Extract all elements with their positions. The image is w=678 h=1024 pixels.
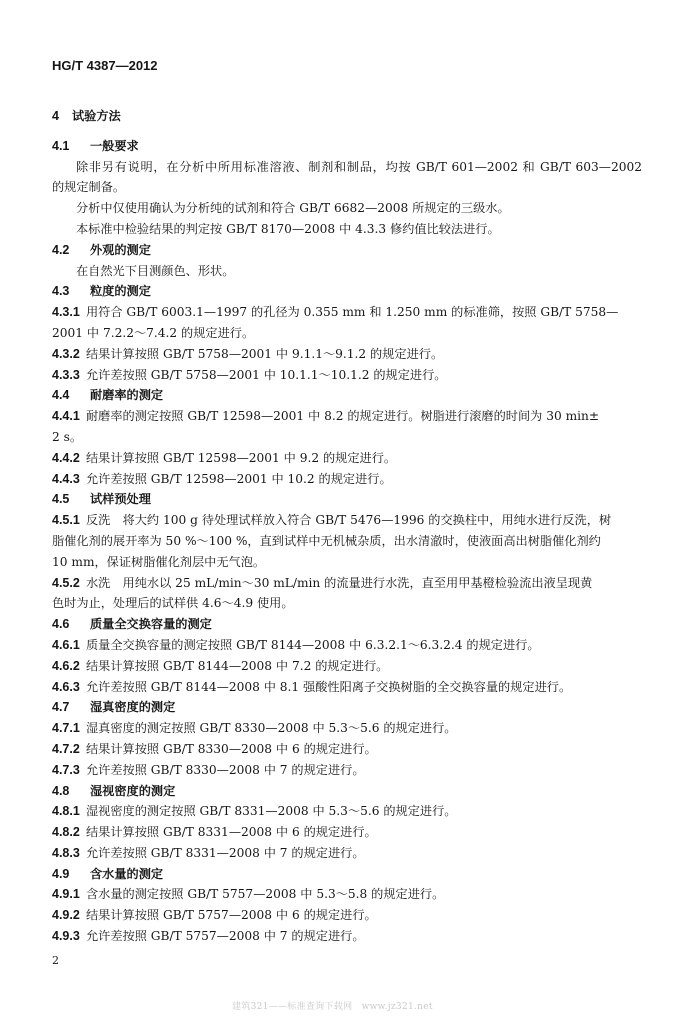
subsection-heading: 4.6 质量全交换容量的测定: [52, 617, 212, 632]
clause-line: 4.9.1 含水量的测定按照 GB/T 5757—2008 中 5.3～5.8 的规定进行。: [52, 887, 445, 902]
clause-line: 4.4.3 允许差按照 GB/T 12598—2001 中 10.2 的规定进行。: [52, 471, 392, 486]
clause-line: 4.9.3 允许差按照 GB/T 5757—2008 中 7 的规定进行。: [52, 929, 365, 944]
clause-line: 4.8.3 允许差按照 GB/T 8331—2008 中 7 的规定进行。: [52, 845, 365, 860]
clause-line: 4.7.3 允许差按照 GB/T 8330—2008 中 7 的规定进行。: [52, 762, 365, 777]
document-body: [52, 97, 642, 947]
paragraph-line: 的规定制备。: [52, 180, 126, 195]
clause-line: 4.7.1 湿真密度的测定按照 GB/T 8330—2008 中 5.3～5.6 的规定进行。: [52, 721, 457, 736]
section-heading: 4 试验方法: [52, 109, 121, 123]
subsection-heading: 4.1 一般要求: [52, 138, 139, 153]
clause-line: 4.6.1 质量全交换容量的测定按照 GB/T 8144—2008 中 6.3.2.1～6.3.2.4 的规定进行。: [52, 637, 540, 652]
clause-line: 4.6.2 结果计算按照 GB/T 8144—2008 中 7.2 的规定进行。: [52, 658, 389, 673]
paragraph-line: 分析中仅使用确认为分析纯的试剂和符合 GB/T 6682—2008 所规定的三级水。: [76, 201, 510, 216]
clause-line: 4.8.2 结果计算按照 GB/T 8331—2008 中 6 的规定进行。: [52, 825, 377, 840]
paragraph-line: 本标准中检验结果的判定按 GB/T 8170—2008 中 4.3.3 修约值比较法进行。: [76, 221, 500, 236]
subsection-heading: 4.8 湿视密度的测定: [52, 783, 176, 798]
clause-line: 4.4.2 结果计算按照 GB/T 12598—2001 中 9.2 的规定进行。: [52, 450, 397, 465]
clause-line: 4.9.2 结果计算按照 GB/T 5757—2008 中 6 的规定进行。: [52, 908, 377, 923]
standard-code-header: HG/T 4387—2012: [52, 58, 158, 73]
paragraph-line: 在自然光下目测颜色、形状。: [76, 263, 235, 278]
clause-line: 4.5.2 水洗 用纯水以 25 mL/min～30 mL/min 的流量进行水洗，直至用甲基橙检验流出液呈现黄: [52, 575, 593, 590]
clause-continuation: 2 s。: [52, 429, 83, 444]
clause-line: 4.5.1 反洗 将大约 100 g 待处理试样放入符合 GB/T 5476—1996 的交换柱中，用纯水进行反洗，树: [52, 513, 612, 528]
clause-line: 4.4.1 耐磨率的测定按照 GB/T 12598—2001 中 8.2 的规定进行。树脂进行滚磨的时间为 30 min±: [52, 409, 600, 424]
clause-line: 4.3.1 用符合 GB/T 6003.1—1997 的孔径为 0.355 mm 和 1.250 mm 的标准筛，按照 GB/T 5758—: [52, 305, 619, 320]
clause-line: 4.7.2 结果计算按照 GB/T 8330—2008 中 6 的规定进行。: [52, 741, 377, 756]
website-watermark: 建筑321——标准查询下载网 www.jz321.net: [232, 1002, 433, 1012]
page-number: 2: [52, 954, 59, 967]
clause-continuation: 10 mm，保证树脂催化剂层中无气泡。: [52, 554, 266, 569]
subsection-heading: 4.7 湿真密度的测定: [52, 700, 176, 715]
clause-continuation: 色时为止，处理后的试样供 4.6～4.9 使用。: [52, 596, 294, 611]
subsection-heading: 4.4 耐磨率的测定: [52, 388, 164, 403]
subsection-heading: 4.5 试样预处理: [52, 492, 151, 507]
clause-line: 4.3.2 结果计算按照 GB/T 5758—2001 中 9.1.1～9.1.2 的规定进行。: [52, 346, 444, 361]
clause-continuation: 2001 中 7.2.2～7.4.2 的规定进行。: [52, 325, 255, 340]
clause-line: 4.8.1 湿视密度的测定按照 GB/T 8331—2008 中 5.3～5.6 的规定进行。: [52, 804, 457, 819]
subsection-heading: 4.2 外观的测定: [52, 242, 151, 257]
subsection-heading: 4.3 粒度的测定: [52, 284, 151, 299]
clause-continuation: 脂催化剂的展开率为 50 %～100 %，直到试样中无机械杂质，出水清澈时，使液面高出树脂催化剂约: [52, 533, 601, 548]
clause-line: 4.3.3 允许差按照 GB/T 5758—2001 中 10.1.1～10.1.2 的规定进行。: [52, 367, 447, 382]
subsection-heading: 4.9 含水量的测定: [52, 866, 164, 881]
clause-line: 4.6.3 允许差按照 GB/T 8144—2008 中 8.1 强酸性阳离子交换树脂的全交换容量的规定进行。: [52, 679, 572, 694]
paragraph-line: 除非另有说明，在分析中所用标准溶液、制剂和制品，均按 GB/T 601—2002 和 GB/T 603—2002: [76, 159, 642, 174]
